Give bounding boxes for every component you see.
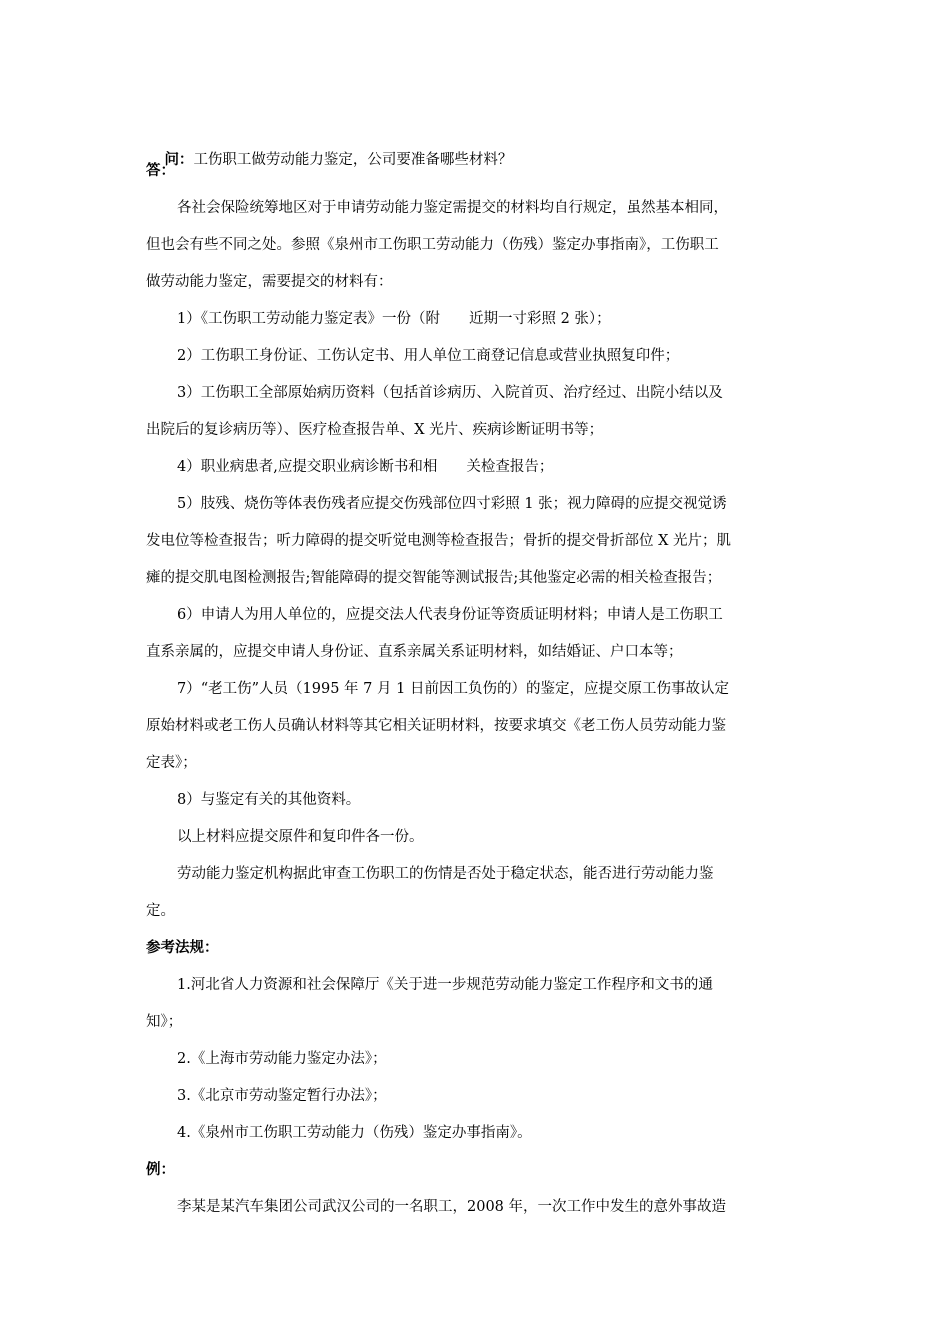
paragraph-line: 但也会有些不同之处。参照《泉州市工伤职工劳动能力（伤残）鉴定办事指南》，工伤职工 [146,237,719,253]
paragraph-line: 出院后的复诊病历等）、医疗检查报告单、X 光片、疾病诊断证明书等； [146,422,604,438]
paragraph-line: 定。 [146,903,175,919]
reference-item [146,1083,812,1120]
paragraph-line: 8）与鉴定有关的其他资料。 [177,792,361,808]
question-label: 问： [164,152,194,168]
paragraph-line: 4）职业病患者,应提交职业病诊断书和相 关检查报告； [177,459,554,475]
material-item [146,676,812,787]
reference-line: 2.《上海市劳动能力鉴定办法》； [177,1051,387,1067]
reference-line: 4.《泉州市工伤职工劳动能力（伤残）鉴定办事指南》。 [177,1125,532,1141]
answer-heading: 答： [146,163,175,179]
reference-item [146,972,812,1046]
reference-line: 1.河北省人力资源和社会保障厅《关于进一步规范劳动能力鉴定工作程序和文书的通 [177,977,713,993]
paragraph-line: 瘫的提交肌电图检测报告;智能障碍的提交智能等测试报告;其他鉴定必需的相关检查报告； [146,570,722,586]
paragraph-line: 3）工伤职工全部原始病历资料（包括首诊病历、入院首页、治疗经过、出院小结以及 [177,385,723,401]
paragraph-line: 7）“老工伤”人员（1995 年 7 月 1 日前因工负伤的）的鉴定，应提交原工伤事故认定 [177,681,729,697]
paragraph-line: 劳动能力鉴定机构据此审查工伤职工的伤情是否处于稳定状态，能否进行劳动能力鉴 [177,866,714,882]
answer-paragraph [146,195,812,306]
material-item [146,380,812,454]
reference-line: 知》； [146,1014,183,1030]
example-heading: 例： [146,1162,175,1178]
paragraph-line: 直系亲属的，应提交申请人身份证、直系亲属关系证明材料，如结婚证、户口本等； [146,644,683,660]
material-item [146,602,812,676]
material-item [146,787,812,824]
reference-item [146,1120,812,1157]
paragraph-line: 做劳动能力鉴定，需要提交的材料有： [146,274,393,290]
paragraph-line: 定表》； [146,755,197,771]
paragraph-line: 原始材料或老工伤人员确认材料等其它相关证明材料，按要求填交《老工伤人员劳动能力鉴 [146,718,726,734]
paragraph-line: 各社会保险统筹地区对于申请劳动能力鉴定需提交的材料均自行规定，虽然基本相同， [177,200,728,216]
reference-item [146,1046,812,1083]
material-item [146,491,812,602]
reference-heading: 参考法规： [146,940,219,956]
document-page [146,121,812,1231]
question-text: 工伤职工做劳动能力鉴定，公司要准备哪些材料？ [193,152,513,168]
material-item [146,343,812,380]
paragraph-line: 5）肢残、烧伤等体表伤残者应提交伤残部位四寸彩照 1 张；视力障碍的应提交视觉诱 [177,496,727,512]
answer-paragraph [146,861,812,935]
paragraph-line: 发电位等检查报告；听力障碍的提交听觉电测等检查报告；骨折的提交骨折部位 X 光片；肌 [146,533,732,549]
answer-paragraph [146,824,812,861]
example-paragraph [146,1194,812,1231]
paragraph-line: 以上材料应提交原件和复印件各一份。 [177,829,424,845]
material-item [146,454,812,491]
material-item [146,306,812,343]
paragraph-line: 1）《工伤职工劳动能力鉴定表》一份（附 近期一寸彩照 2 张）； [177,311,611,327]
paragraph-line: 2）工伤职工身份证、工伤认定书、用人单位工商登记信息或营业执照复印件； [177,348,680,364]
reference-line: 3.《北京市劳动鉴定暂行办法》； [177,1088,387,1104]
example-line: 李某是某汽车集团公司武汉公司的一名职工，2008 年，一次工作中发生的意外事故造 [177,1199,727,1215]
paragraph-line: 6）申请人为用人单位的，应提交法人代表身份证等资质证明材料；申请人是工伤职工 [177,607,723,623]
question-line [146,121,812,168]
